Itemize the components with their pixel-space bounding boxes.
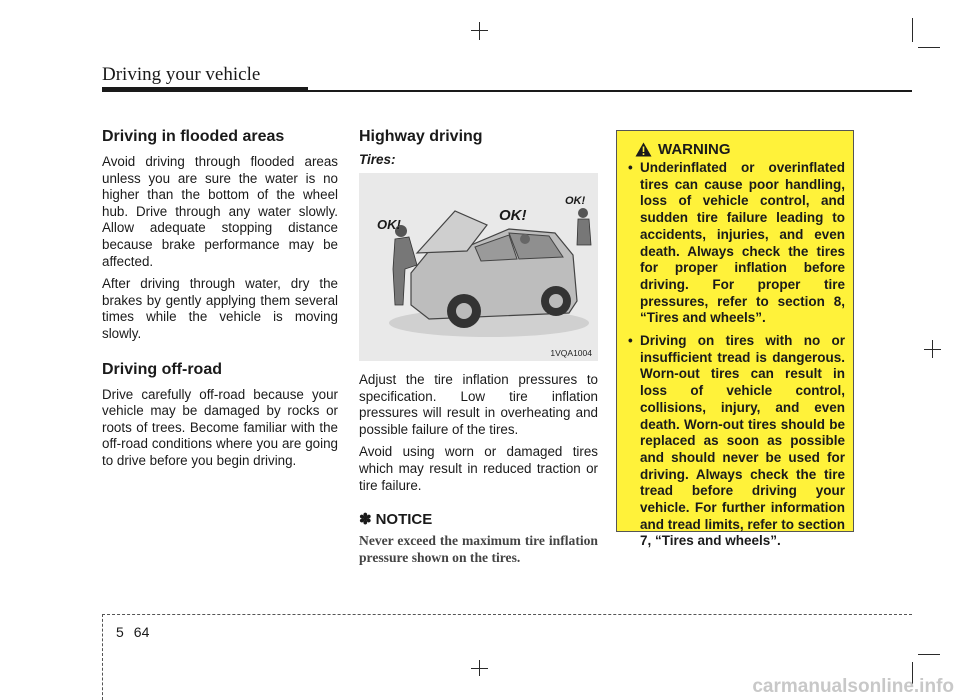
highway-driving-heading: Highway driving <box>359 128 483 145</box>
middle-column <box>359 128 598 566</box>
tire-check-illustration <box>359 173 598 361</box>
warning-title: WARNING <box>658 141 731 158</box>
crop-mark-top-center <box>479 22 480 40</box>
warning-item-tire-tread: • Driving on tires with no or insufficient tread is dangerous. Worn-out tires can result in loss of vehicle control, collisions, injury, and even death. Worn-out tires should be replaced as soon as possible and should never be used for driving. Always check the tire tread before driving your vehicle. For further information and tread limits, refer to section 7, “Tires and wheels”. <box>627 333 845 550</box>
warning-box <box>616 130 854 549</box>
asterisk-icon: ✽ <box>359 511 372 529</box>
header-rule-thin <box>308 90 912 92</box>
crop-mark-top-center-h <box>471 30 488 31</box>
page-number <box>116 624 149 640</box>
page-number-value: 64 <box>133 624 150 640</box>
notice-title-text: NOTICE <box>375 510 433 528</box>
off-road-paragraph: Drive carefully off-road because your vehicle may be damaged by rocks or roots of trees. Become familiar with the off-road conditions where you are going to drive before you begin driving. <box>102 386 338 468</box>
footer-vertical-rule <box>102 614 103 700</box>
crop-mark-right-center-h <box>924 349 941 350</box>
warning-item-tire-inflation: • Underinflated or overinflated tires can cause poor handling, loss of vehicle control, and sudden tire failure leading to accidents, injuries, and even death. Always check the tires for proper inflation before driving. For proper tire pressures, refer to section 8, “Tires and wheels”. <box>627 160 845 327</box>
crop-mark-bottom-center-h <box>471 668 488 669</box>
warning-triangle-icon <box>635 142 652 157</box>
warning-heading <box>627 141 845 158</box>
notice-text: Never exceed the maximum tire inflation pressure shown on the tires. <box>359 533 598 565</box>
section-title: Driving your vehicle <box>102 64 261 85</box>
chapter-number: 5 <box>116 624 124 640</box>
flooded-areas-heading: Driving in flooded areas <box>102 128 285 145</box>
flooded-areas-paragraph-2: After driving through water, dry the brakes by gently applying them several times while the vehicle is moving slowly. <box>102 276 338 341</box>
crop-mark-top-right-v <box>912 18 913 42</box>
watermark-text: carmanualsonline.info <box>752 676 954 697</box>
tires-paragraph-1: Adjust the tire inflation pressures to specification. Low tire inflation pressures will result in overheating and possible failure of the tires. <box>359 372 598 437</box>
illustration-code: 1VQA1004 <box>550 348 592 358</box>
car-illustration-graphic <box>359 173 598 361</box>
ok-label-2: OK! <box>499 207 527 224</box>
ok-label-3: OK! <box>565 195 586 207</box>
crop-mark-top-right-h <box>918 47 940 48</box>
off-road-heading: Driving off-road <box>102 360 222 378</box>
crop-mark-bottom-right-h <box>918 654 940 655</box>
ok-label-1: OK! <box>377 217 401 232</box>
notice-heading <box>359 510 598 528</box>
tires-paragraph-2: Avoid using worn or damaged tires which may result in reduced traction or tire failure. <box>359 444 598 493</box>
header-rule-thick <box>102 87 308 92</box>
flooded-areas-paragraph-1: Avoid driving through flooded areas unless you are sure the water is no higher than the bottom of the wheel hub. Drive through any water slowly. Allow adequate stopping distance because brake performance may be affected. <box>102 154 338 269</box>
left-column <box>102 128 338 470</box>
footer-rule <box>102 614 912 615</box>
warning-list <box>627 160 845 550</box>
tires-subheading: Tires: <box>359 152 396 167</box>
